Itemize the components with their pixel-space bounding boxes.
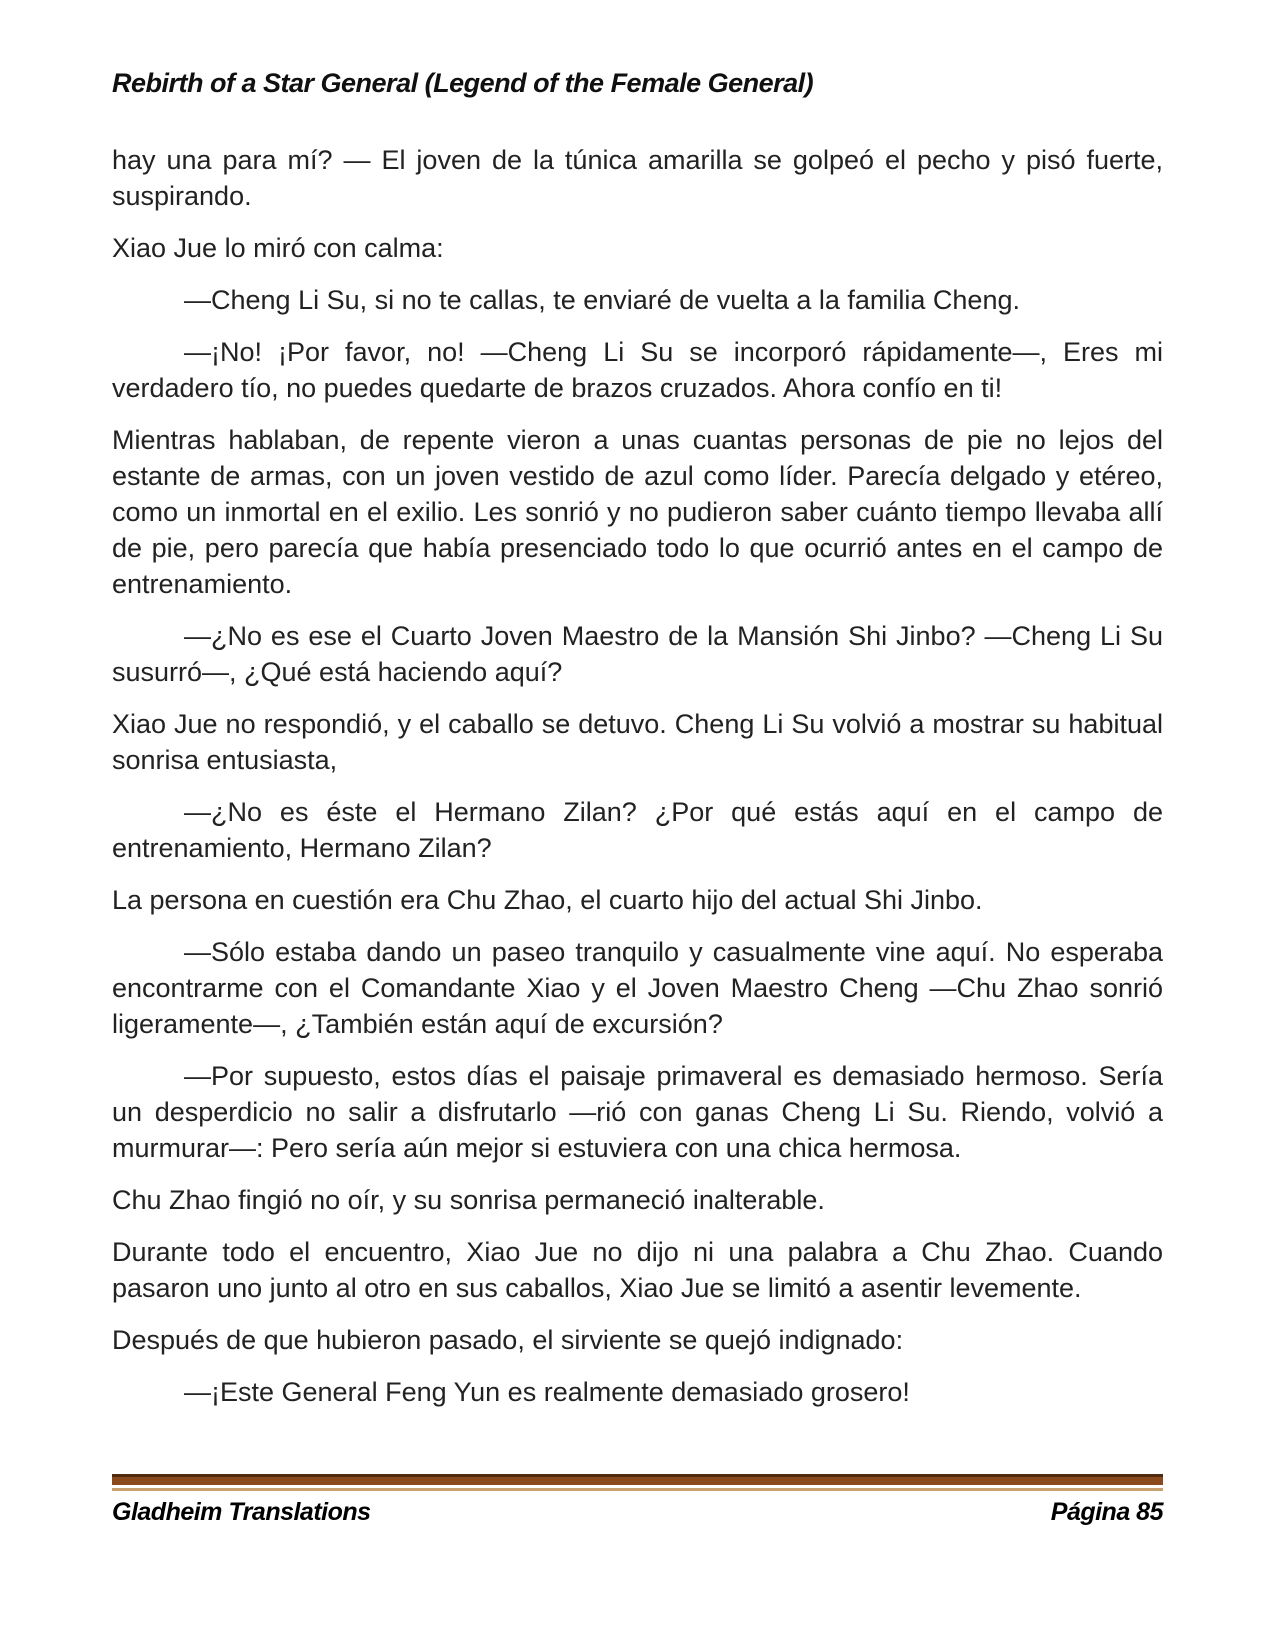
body-paragraph: Xiao Jue no respondió, y el caballo se detuvo. Cheng Li Su volvió a mostrar su habitual sonrisa entusiasta,	[112, 709, 1163, 775]
body-paragraph: Xiao Jue lo miró con calma:	[112, 233, 444, 263]
body-paragraph: —Sólo estaba dando un paseo tranquilo y casualmente vine aquí. No esperaba encontrarme con el Comandante Xiao y el Joven Maestro Cheng —Chu Zhao sonrió ligeramente—, ¿También están aquí de excursión?	[112, 937, 1163, 1039]
body-paragraph: —¿No es ese el Cuarto Joven Maestro de la Mansión Shi Jinbo? —Cheng Li Su susurró—, ¿Qué está haciendo aquí?	[112, 621, 1163, 687]
body-paragraph: Durante todo el encuentro, Xiao Jue no dijo ni una palabra a Chu Zhao. Cuando pasaron uno junto al otro en sus caballos, Xiao Jue se limitó a asentir levemente.	[112, 1237, 1163, 1303]
body-paragraph: Mientras hablaban, de repente vieron a unas cuantas personas de pie no lejos del estante de armas, con un joven vestido de azul como líder. Parecía delgado y etéreo, como un inmortal en el exilio. Les sonrió y no pudieron saber cuánto tiempo llevaba allí de pie, pero parecía que había presenciado todo lo que ocurrió antes en el campo de entrenamiento.	[112, 425, 1163, 599]
body-paragraph: Chu Zhao fingió no oír, y su sonrisa permaneció inalterable.	[112, 1185, 825, 1215]
footer-rule-tan-line	[112, 1488, 1163, 1491]
page-header-title: Rebirth of a Star General (Legend of the Female General)	[112, 68, 814, 98]
body-paragraph: —Por supuesto, estos días el paisaje primaveral es demasiado hermoso. Sería un desperdicio no salir a disfrutarlo —rió con ganas Cheng Li Su. Riendo, volvió a murmurar—: Pero sería aún mejor si estuviera con una chica hermosa.	[112, 1061, 1163, 1163]
body-paragraph: —¡No! ¡Por favor, no! —Cheng Li Su se incorporó rápidamente—, Eres mi verdadero tío, no puedes quedarte de brazos cruzados. Ahora confío en ti!	[112, 337, 1163, 403]
body-text	[112, 142, 1163, 1410]
body-paragraph: La persona en cuestión era Chu Zhao, el cuarto hijo del actual Shi Jinbo.	[112, 885, 983, 915]
body-paragraph: hay una para mí? — El joven de la túnica amarilla se golpeó el pecho y pisó fuerte, suspirando.	[112, 145, 1163, 211]
body-paragraph: —¿No es éste el Hermano Zilan? ¿Por qué estás aquí en el campo de entrenamiento, Hermano Zilan?	[112, 797, 1163, 863]
footer-rule-brown-band	[112, 1477, 1163, 1485]
page-footer	[112, 1474, 1163, 1527]
footer-page-number: Página 85	[1050, 1498, 1163, 1526]
footer-translator-credit: Gladheim Translations	[112, 1498, 371, 1526]
body-paragraph: Después de que hubieron pasado, el sirviente se quejó indignado:	[112, 1325, 904, 1355]
body-paragraph: —¡Este General Feng Yun es realmente demasiado grosero!	[184, 1377, 910, 1407]
body-paragraph: —Cheng Li Su, si no te callas, te enviaré de vuelta a la familia Cheng.	[184, 285, 1020, 315]
